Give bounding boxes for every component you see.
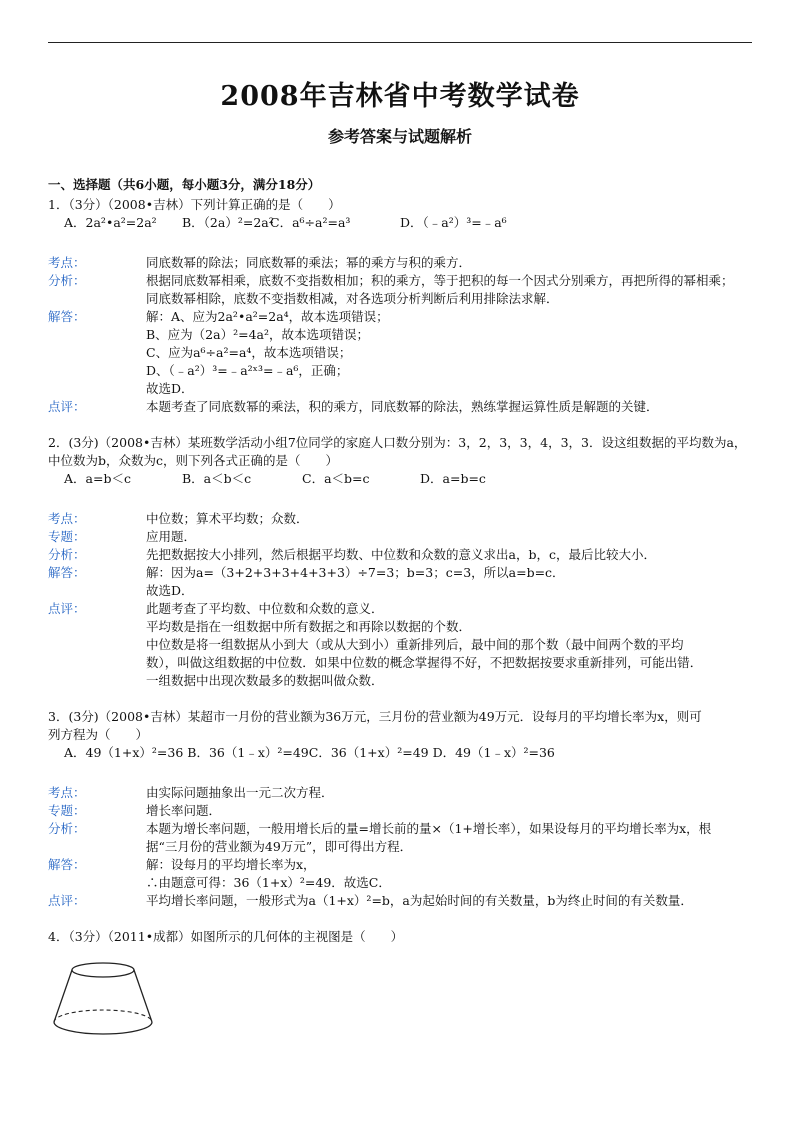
q1-fenxi-line: 同底数幂相除，底数不变指数相减，对各选项分析判断后利用排除法求解． — [146, 291, 559, 306]
q2-dianping-line: 中位数是将一组数据从小到大（或从大到小）重新排列后，最中间的那个数（最中间两个数的平均 — [146, 637, 684, 652]
q1-kaodian: 同底数幂的除法；同底数幂的乘法；幂的乘方与积的乘方． — [146, 255, 472, 270]
q2-fenxi-row — [48, 546, 760, 564]
q2-dianping — [146, 600, 760, 690]
q3-zhuanti-row — [48, 802, 760, 820]
q1-jieda — [146, 308, 760, 398]
q2-jieda-line: 解：因为a=（3+2+3+3+4+3+3）÷7=3；b=3；c=3，所以a=b=c． — [146, 565, 565, 580]
q1-stem: 1．（3分）（2008•吉林）下列计算正确的是（ ） — [48, 197, 341, 212]
q2-dianping-line: 数），叫做这组数据的中位数．如果中位数的概念掌握得不好，不把数据按要求重新排列，可能出错． — [146, 655, 703, 670]
q2-option-d: D．a=b=c — [420, 471, 486, 486]
section-heading: 一、选择题（共6小题，每小题3分，满分18分） — [48, 177, 321, 192]
q1-options — [48, 214, 760, 232]
q1-jieda-row — [48, 308, 760, 398]
q2-fenxi: 先把数据按大小排列，然后根据平均数、中位数和众数的意义求出a，b，c，最后比较大小． — [146, 547, 656, 562]
q2-option-c: C．a＜b=c — [302, 471, 370, 486]
q1-jieda-line: 解：A、应为2a²•a²=2a⁴，故本选项错误； — [146, 309, 389, 324]
q2-kaodian-row — [48, 510, 760, 528]
q1-kaodian-row — [48, 254, 760, 272]
q2-dianping-line: 平均数是指在一组数据中所有数据之和再除以数据的个数． — [146, 619, 472, 634]
q3-stem-line: 3．(3分)（2008•吉林）某超市一月份的营业额为36万元，三月份的营业额为49万元．设每月的平均增长率为x，则可 — [48, 709, 702, 724]
q2-zhuanti: 应用题． — [146, 529, 197, 544]
q2-dianping-line: 此题考查了平均数、中位数和众数的意义． — [146, 601, 384, 616]
q3-fenxi — [146, 820, 760, 856]
page-subtitle: 参考答案与试题解析 — [327, 127, 472, 146]
q3-jieda-line: 解：设每月的平均增长率为x， — [146, 857, 316, 872]
q3-kaodian: 由实际问题抽象出一元二次方程． — [146, 785, 334, 800]
q3-fenxi-line: 据“三月份的营业额为49万元”，即可得出方程． — [146, 839, 413, 854]
kaodian-label: 考点： — [48, 511, 86, 526]
q4-stem: 4．（3分）（2011•成都）如图所示的几何体的主视图是（ ） — [48, 929, 404, 944]
q2-jieda-line: 故选D． — [146, 583, 194, 598]
page-title: 2008年吉林省中考数学试卷 — [220, 81, 580, 112]
q3-fenxi-line: 本题为增长率问题，一般用增长后的量=增长前的量×（1+增长率），如果设每月的平均增长率为x，根 — [146, 821, 712, 836]
header-rule — [48, 42, 752, 43]
q3-kaodian-row — [48, 784, 760, 802]
q1-jieda-line: B、应为（2a）²=4a²，故本选项错误； — [146, 327, 369, 342]
kaodian-label: 考点： — [48, 255, 86, 270]
content — [48, 176, 760, 1047]
q1-jieda-line: C、应为a⁶÷a²=a⁴，故本选项错误； — [146, 345, 352, 360]
frustum-icon — [48, 958, 158, 1042]
jieda-label: 解答： — [48, 565, 86, 580]
frustum-figure — [48, 958, 760, 1047]
jieda-label: 解答： — [48, 309, 86, 324]
dianping-label: 点评： — [48, 893, 86, 908]
q2-options — [48, 470, 760, 488]
q1-option-c: C．a⁶÷a²=a³ — [270, 215, 351, 230]
q1-fenxi-row — [48, 272, 760, 308]
q2-dianping-row — [48, 600, 760, 690]
fenxi-label: 分析： — [48, 273, 86, 288]
q1-dianping: 本题考查了同底数幂的乘法，积的乘方，同底数幂的除法，熟练掌握运算性质是解题的关键． — [146, 399, 659, 414]
q2-zhuanti-row — [48, 528, 760, 546]
fenxi-label: 分析： — [48, 547, 86, 562]
q2-jieda — [146, 564, 760, 600]
fenxi-label: 分析： — [48, 821, 86, 836]
q3-jieda — [146, 856, 760, 892]
q2-option-b: B．a＜b＜c — [182, 471, 252, 486]
q3-jieda-line: ∴由题意可得：36（1+x）²=49．故选C． — [146, 875, 391, 890]
q1-option-d: D．（﹣a²）³=﹣a⁶ — [400, 215, 507, 230]
q3-dianping-row — [48, 892, 760, 910]
zhuanti-label: 专题： — [48, 529, 86, 544]
q1-option-a: A．2a²•a²=2a² — [64, 215, 157, 230]
dianping-label: 点评： — [48, 399, 86, 414]
q1-fenxi — [146, 272, 760, 308]
zhuanti-label: 专题： — [48, 803, 86, 818]
q1-option-b: B．（2a）²=2a² — [182, 215, 274, 230]
q3-jieda-row — [48, 856, 760, 892]
q2-dianping-line: 一组数据中出现次数最多的数据叫做众数． — [146, 673, 384, 688]
q2-stem-line: 中位数为b，众数为c，则下列各式正确的是（ ） — [48, 453, 339, 468]
q2-option-a: A．a=b＜c — [64, 471, 131, 486]
q3-options: A．49（1+x）²=36 B．36（1﹣x）²=49C．36（1+x）²=49 D．49（1﹣x）²=36 — [64, 745, 555, 760]
q1-dianping-row — [48, 398, 760, 416]
q3-zhuanti: 增长率问题． — [146, 803, 222, 818]
q2-stem-line: 2．(3分)（2008•吉林）某班数学活动小组7位同学的家庭人口数分别为：3，2，3，3，4，3，3．设这组数据的平均数为a， — [48, 435, 747, 450]
jieda-label: 解答： — [48, 857, 86, 872]
q1-fenxi-line: 根据同底数幂相乘，底数不变指数相加；积的乘方，等于把积的每一个因式分别乘方，再把所得的幂相乘； — [146, 273, 734, 288]
q3-stem-line: 列方程为（ ） — [48, 727, 149, 742]
q1-jieda-line: D、（﹣a²）³=﹣a²ˣ³=﹣a⁶，正确； — [146, 363, 349, 378]
q3-dianping: 平均增长率问题，一般形式为a（1+x）²=b，a为起始时间的有关数量，b为终止时间的有关数量． — [146, 893, 693, 908]
q3-fenxi-row — [48, 820, 760, 856]
dianping-label: 点评： — [48, 601, 86, 616]
q2-jieda-row — [48, 564, 760, 600]
kaodian-label: 考点： — [48, 785, 86, 800]
q1-jieda-line: 故选D． — [146, 381, 194, 396]
q2-kaodian: 中位数；算术平均数；众数． — [146, 511, 309, 526]
